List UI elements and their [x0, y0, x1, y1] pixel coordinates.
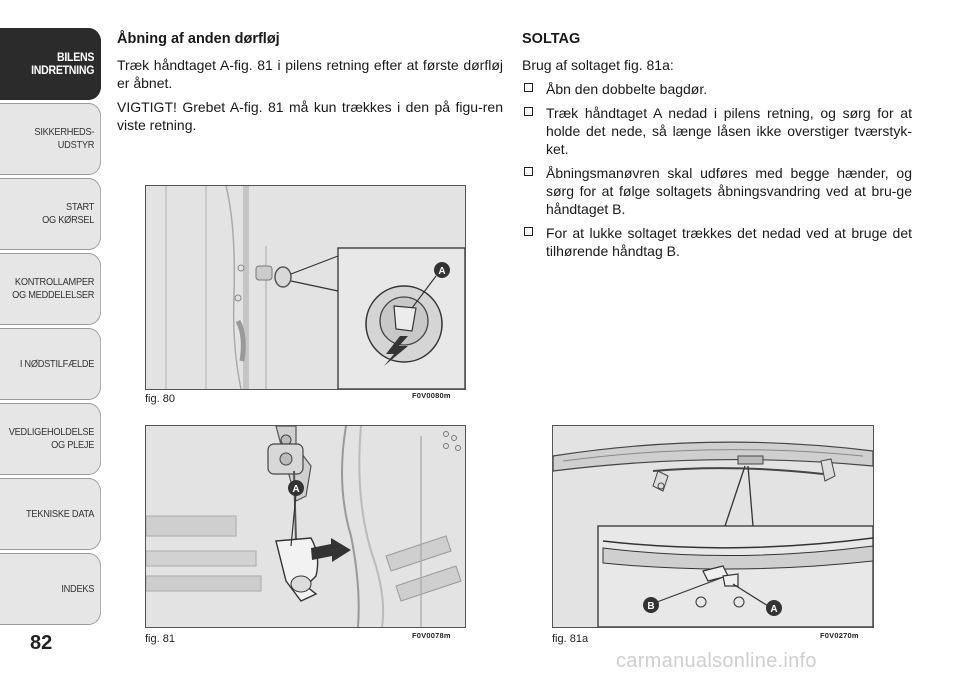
tab-label: KONTROLLAMPER OG MEDDELELSER — [12, 276, 95, 301]
list-item — [522, 104, 912, 158]
sunroof-illustration — [553, 426, 873, 627]
figure-code: F0V0270m — [820, 631, 859, 640]
callout-label: B — [647, 601, 655, 612]
left-text-column — [117, 30, 503, 140]
list-item-text: Åbningsmanøvren skal udføres med begge hænder, og sørg for at følge soltagets åbningsvandring ved at bru-ge håndtaget B. — [546, 165, 912, 217]
tab-label: SIKKERHEDS- UDSTYR — [34, 126, 95, 151]
checkbox-bullet-icon — [524, 167, 533, 176]
tab-label: I NØDSTILFÆLDE — [19, 357, 95, 370]
tab-label: VEDLIGEHOLDELSE OG PLEJE — [8, 426, 95, 451]
chapter-sidebar — [0, 28, 102, 628]
list-item — [522, 164, 912, 218]
tab-kontrollamper[interactable] — [0, 253, 101, 325]
intro-text: Brug af soltaget fig. 81a: — [522, 57, 674, 73]
tab-sikkerhedsudstyr[interactable] — [0, 103, 101, 175]
checkbox-bullet-icon — [524, 227, 533, 236]
figure-code: F0V0078m — [412, 631, 451, 640]
watermark-text: carmanualsonline.info — [616, 650, 817, 672]
callout-label: A — [438, 266, 446, 277]
tab-start-og-korsel[interactable] — [0, 178, 101, 250]
paragraph-warning: VIGTIGT! Grebet A-fig. 81 må kun trækkes i den på figu-ren viste retning. — [117, 99, 503, 133]
paragraph: Træk håndtaget A-fig. 81 i pilens retning efter at første dørfløj er åbnet. — [117, 57, 503, 91]
tab-tekniske-data[interactable] — [0, 478, 101, 550]
right-text-column — [522, 30, 912, 266]
figure-caption: fig. 81a — [552, 633, 589, 645]
tab-label: START OG KØRSEL — [42, 201, 95, 226]
tab-bilens-indretning[interactable] — [0, 28, 101, 100]
page-number: 82 — [30, 632, 53, 654]
list-item-text: For at lukke soltaget trækkes det nedad ved at bruge det tilhørende håndtag B. — [546, 225, 912, 259]
second-door-illustration — [146, 426, 465, 627]
instruction-list — [522, 80, 912, 260]
tab-label: TEKNISKE DATA — [26, 507, 95, 520]
figure-81a-sunroof — [552, 425, 874, 628]
section-heading-door: Åbning af anden dørfløj — [117, 31, 280, 47]
callout-label: A — [770, 604, 778, 615]
tab-i-nodstilfaelde[interactable] — [0, 328, 101, 400]
list-item — [522, 224, 912, 260]
tab-label: INDEKS — [61, 582, 95, 595]
tab-label: BILENS INDRETNING — [31, 50, 95, 77]
figure-caption: fig. 80 — [145, 393, 175, 405]
tab-vedligeholdelse[interactable] — [0, 403, 101, 475]
tab-indeks[interactable] — [0, 553, 101, 625]
figure-81-second-door — [145, 425, 466, 628]
figure-code: F0V0080m — [412, 391, 451, 400]
section-heading-soltag: SOLTAG — [522, 31, 581, 47]
checkbox-bullet-icon — [524, 107, 533, 116]
figure-caption: fig. 81 — [145, 633, 175, 645]
figure-80-door-handle — [145, 185, 466, 390]
door-illustration — [146, 186, 465, 389]
list-item-text: Åbn den dobbelte bagdør. — [546, 81, 708, 97]
list-item-text: Træk håndtaget A nedad i pilens retning, og sørg for at holde det nede, så længe låsen ikke overstiger tværstyk-ket. — [546, 105, 912, 157]
callout-label: A — [292, 484, 300, 495]
checkbox-bullet-icon — [524, 83, 533, 92]
list-item — [522, 80, 912, 98]
